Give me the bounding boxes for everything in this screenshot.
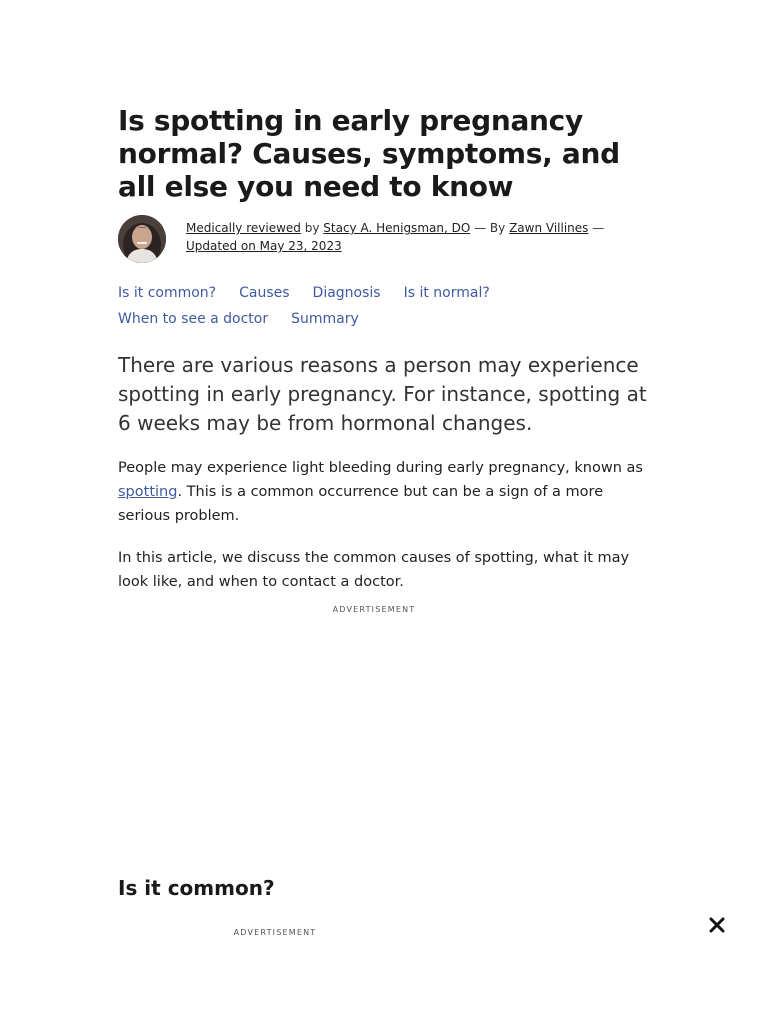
para1-text-after: . This is a common occurrence but can be a sign of a more serious problem. (118, 484, 604, 524)
byline-text (186, 215, 604, 255)
author-link[interactable]: Zawn Villines (509, 221, 589, 235)
updated-date-link[interactable]: Updated on May 23, 2023 (186, 239, 342, 253)
toc-link-is-it-common[interactable]: Is it common? (118, 285, 217, 301)
medically-reviewed-link[interactable]: Medically reviewed (186, 221, 301, 235)
toc-link-summary[interactable]: Summary (291, 311, 359, 327)
article-title: Is spotting in early pregnancy normal? Causes, symptoms, and all else you need to know (118, 104, 620, 203)
article (118, 104, 650, 594)
advertisement-label: ADVERTISEMENT (332, 605, 416, 614)
close-ad-button[interactable] (704, 912, 730, 938)
toc-link-causes[interactable]: Causes (239, 285, 290, 301)
avatar-portrait-icon (118, 215, 166, 263)
body-paragraph-2: In this article, we discuss the common causes of spotting, what it may look like, and when to contact a doctor. (118, 550, 630, 590)
toc-link-when-to-see-a-doctor[interactable]: When to see a doctor (118, 311, 269, 327)
table-of-contents (118, 283, 538, 329)
lead-paragraph: There are various reasons a person may experience spotting in early pregnancy. For instance, spotting at 6 weeks may be from hormonal changes. (118, 353, 647, 435)
para1-text-before: People may experience light bleeding during early pregnancy, known as (118, 460, 643, 476)
byline-separator-end: — (588, 221, 605, 235)
toc-link-is-it-normal[interactable]: Is it normal? (403, 285, 490, 301)
close-icon (709, 917, 725, 933)
byline (118, 215, 650, 263)
reviewer-avatar[interactable] (118, 215, 166, 263)
body-paragraph-1 (118, 456, 650, 528)
byline-separator: — By (470, 221, 510, 235)
section-heading-is-it-common: Is it common? (118, 876, 275, 900)
byline-by: by (300, 221, 324, 235)
spotting-link[interactable]: spotting (118, 484, 178, 500)
reviewer-link[interactable]: Stacy A. Henigsman, DO (323, 221, 471, 235)
toc-link-diagnosis[interactable]: Diagnosis (312, 285, 381, 301)
advertisement-label-bottom: ADVERTISEMENT (233, 928, 317, 937)
